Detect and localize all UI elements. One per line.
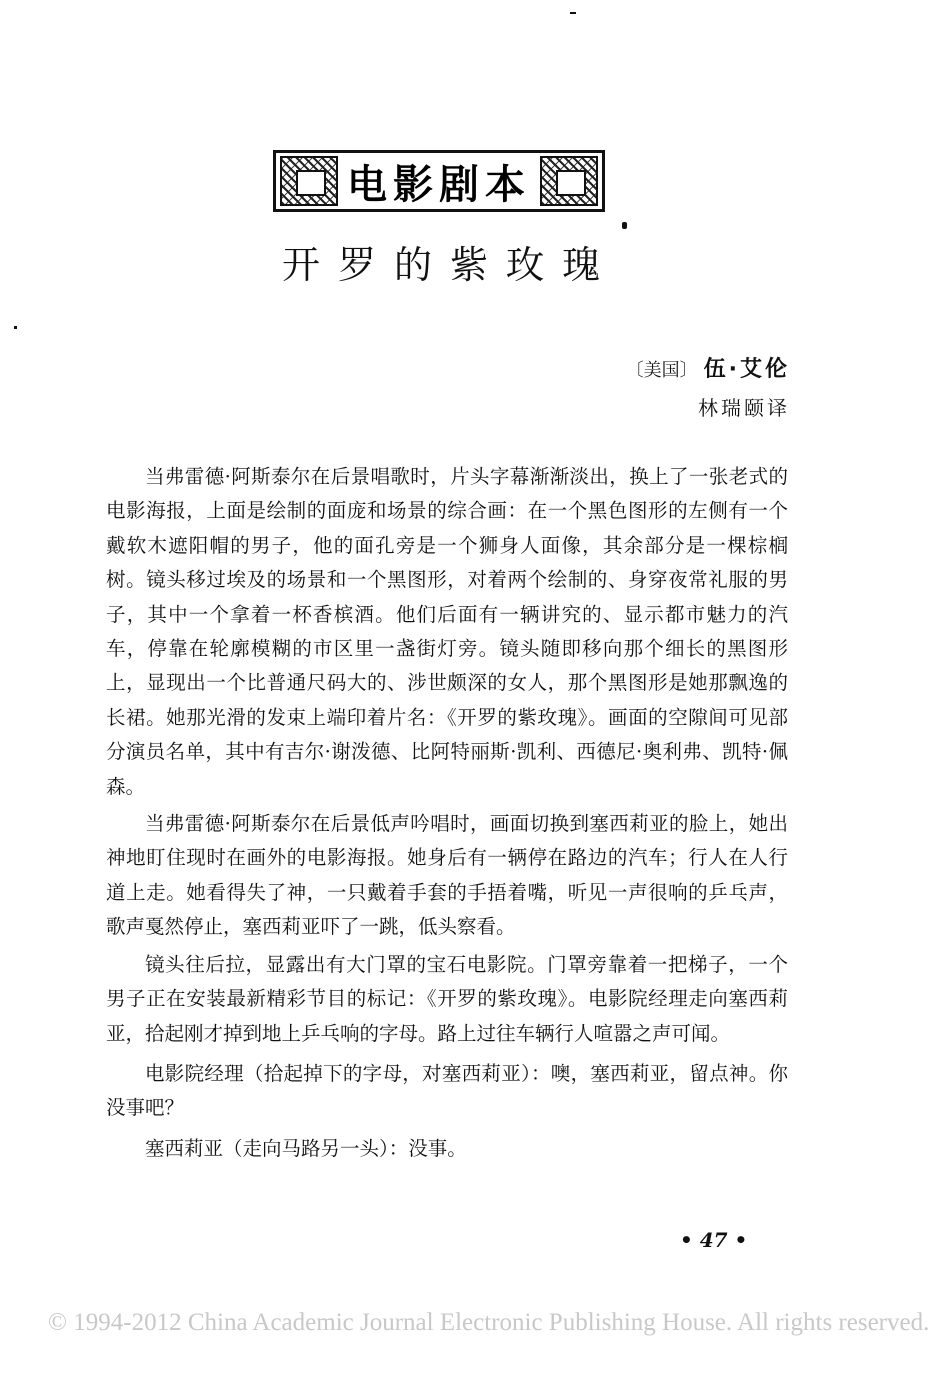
paragraph: 镜头往后拉，显露出有大门罩的宝石电影院。门罩旁靠着一把梯子，一个男子正在安装最新精彩节目的标记：《开罗的紫玫瑰》。电影院经理走向塞西莉亚，拾起刚才掉到地上乒乓响的字母。路上过往车辆行人喧嚣之声可闻。 — [106, 952, 788, 1045]
author-nationality: 〔美国〕 — [625, 360, 698, 381]
paragraph: 当弗雷德·阿斯泰尔在后景低声吟唱时，画面切换到塞西莉亚的脸上，她出神地盯住现时在画外的电影海报。她身后有一辆停在路边的汽车；行人在人行道上走。她看得失了神，一只戴着手套的手捂着嘴，听见一声很响的乒乓声，歌声戛然停止，塞西莉亚吓了一跳，低头察看。 — [106, 812, 788, 939]
article-body — [106, 460, 788, 1169]
copyright-notice: © 1994-2012 China Academic Journal Electronic Publishing House. All rights reserved. — [48, 1309, 930, 1336]
author-name: 伍·艾伦 — [703, 357, 790, 382]
column-name: 电影剧本 — [347, 161, 531, 208]
page-number: • 47 • — [680, 1228, 748, 1252]
paragraph: 电影院经理（拾起掉下的字母，对塞西莉亚）：噢，塞西莉亚，留点神。你没事吧？ — [106, 1061, 788, 1120]
ornament-right — [540, 156, 598, 206]
column-banner — [273, 150, 605, 212]
paragraph: 当弗雷德·阿斯泰尔在后景唱歌时，片头字幕渐渐淡出，换上了一张老式的电影海报，上面是绘制的面庞和场景的综合画：在一个黑色图形的左侧有一个戴软木遮阳帽的男子，他的面孔旁是一个狮身人面像，其余部分是一棵棕榈树。镜头移过埃及的场景和一个黑图形，对着两个绘制的、身穿夜常礼服的男子，其中一个拿着一杯香槟酒。他们后面有一辆讲究的、显示都市魅力的汽车，停靠在轮廓模糊的市区里一盏街灯旁。镜头随即移向那个细长的黑图形上，显现出一个比普通尺码大的、涉世颇深的女人，那个黑图形是她那飘逸的长裙。她那光滑的发束上端印着片名：《开罗的紫玫瑰》。画面的空隙间可见部分演员名单，其中有吉尔·谢泼德、比阿特丽斯·凯利、西德尼·奥利弗、凯特·佩森。 — [106, 465, 788, 798]
speck — [570, 12, 576, 14]
speck — [622, 222, 627, 229]
ornament-left — [280, 156, 338, 206]
translator-line: 林瑞颐译 — [698, 396, 790, 420]
speck — [14, 326, 17, 329]
author-line — [626, 352, 790, 383]
paragraph: 塞西莉亚（走向马路另一头）：没事。 — [145, 1136, 467, 1160]
article-title: 开罗的紫玫瑰 — [281, 243, 618, 287]
